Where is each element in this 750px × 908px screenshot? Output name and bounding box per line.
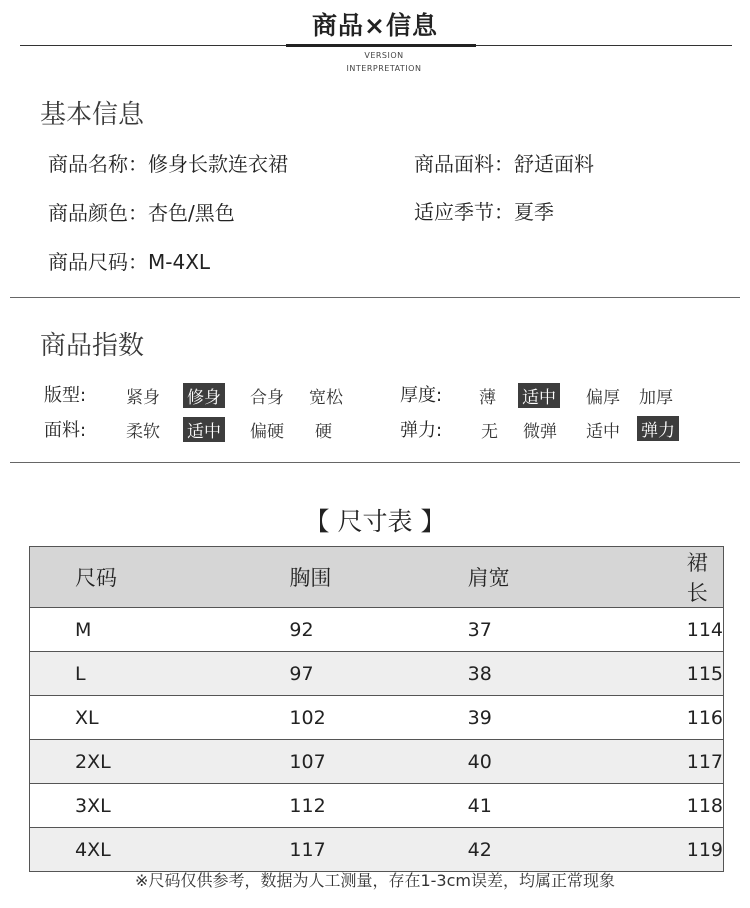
cell-shoulder: 42: [420, 828, 597, 872]
index-option: 偏硬: [250, 422, 284, 442]
cell-size: L: [30, 652, 242, 696]
cell-length: 116: [597, 696, 724, 740]
index-option: 宽松: [309, 388, 343, 408]
index-option: 合身: [250, 388, 284, 408]
section-divider: [10, 297, 740, 298]
cell-shoulder: 40: [420, 740, 597, 784]
cell-chest: 117: [241, 828, 419, 872]
size-table: [29, 546, 724, 872]
index-option: 硬: [315, 422, 332, 442]
product-color: 商品颜色：杏色/黑色: [48, 201, 235, 225]
header-chest: 胸围: [241, 547, 419, 608]
index-option: 适中: [586, 422, 620, 442]
cell-shoulder: 41: [420, 784, 597, 828]
cell-size: 3XL: [30, 784, 242, 828]
table-row: [30, 652, 724, 696]
cell-size: M: [30, 608, 242, 652]
size-table-title: 【 尺寸表 】: [304, 507, 446, 536]
header-size: 尺码: [30, 547, 242, 608]
index-label-fabric: 面料:: [44, 420, 87, 441]
table-row: [30, 784, 724, 828]
cell-size: 4XL: [30, 828, 242, 872]
product-fabric: 商品面料：舒适面料: [414, 152, 594, 176]
cell-length: 114: [597, 608, 724, 652]
index-option: 加厚: [639, 388, 673, 408]
cell-chest: 112: [241, 784, 419, 828]
cell-size: XL: [30, 696, 242, 740]
section-divider: [10, 462, 740, 463]
size-table-header-row: [30, 547, 724, 608]
product-season: 适应季节：夏季: [414, 200, 554, 224]
cell-chest: 102: [241, 696, 419, 740]
cell-shoulder: 39: [420, 696, 597, 740]
table-row: [30, 740, 724, 784]
measurement-note: ※尺码仅供参考，数据为人工测量，存在1-3cm误差，均属正常现象: [135, 871, 615, 890]
index-option: 微弹: [523, 422, 557, 442]
cell-size: 2XL: [30, 740, 242, 784]
index-label-fit: 版型:: [44, 385, 87, 406]
index-option: 紧身: [126, 388, 160, 408]
index-option: 偏厚: [586, 388, 620, 408]
index-label-elasticity: 弹力:: [400, 420, 443, 441]
cell-shoulder: 37: [420, 608, 597, 652]
cell-length: 115: [597, 652, 724, 696]
index-label-thickness: 厚度:: [400, 385, 443, 406]
cell-shoulder: 38: [420, 652, 597, 696]
table-row: [30, 608, 724, 652]
product-name: 商品名称：修身长款连衣裙: [48, 152, 288, 176]
basic-info-title: 基本信息: [40, 100, 145, 130]
header-shoulder: 肩宽: [420, 547, 597, 608]
cell-chest: 97: [241, 652, 419, 696]
index-option-selected: 适中: [518, 383, 560, 408]
header-subtitle-interpretation: INTERPRETATION: [346, 64, 422, 73]
index-option-selected: 适中: [183, 417, 225, 442]
cell-chest: 107: [241, 740, 419, 784]
product-index-title: 商品指数: [40, 331, 145, 361]
table-row: [30, 696, 724, 740]
index-option-selected: 修身: [183, 383, 225, 408]
cell-length: 118: [597, 784, 724, 828]
index-option-selected: 弹力: [637, 416, 679, 441]
page-title: 商品×信息: [312, 11, 438, 40]
header-accent-bar: [286, 44, 476, 47]
index-option: 柔软: [126, 422, 160, 442]
table-row: [30, 828, 724, 872]
cell-length: 119: [597, 828, 724, 872]
cell-chest: 92: [241, 608, 419, 652]
header-subtitle-version: VERSION: [364, 51, 404, 60]
cell-length: 117: [597, 740, 724, 784]
product-size: 商品尺码：M-4XL: [48, 250, 211, 274]
index-option: 无: [481, 422, 498, 442]
index-option: 薄: [479, 388, 496, 408]
header-length: 裙长: [597, 547, 724, 608]
